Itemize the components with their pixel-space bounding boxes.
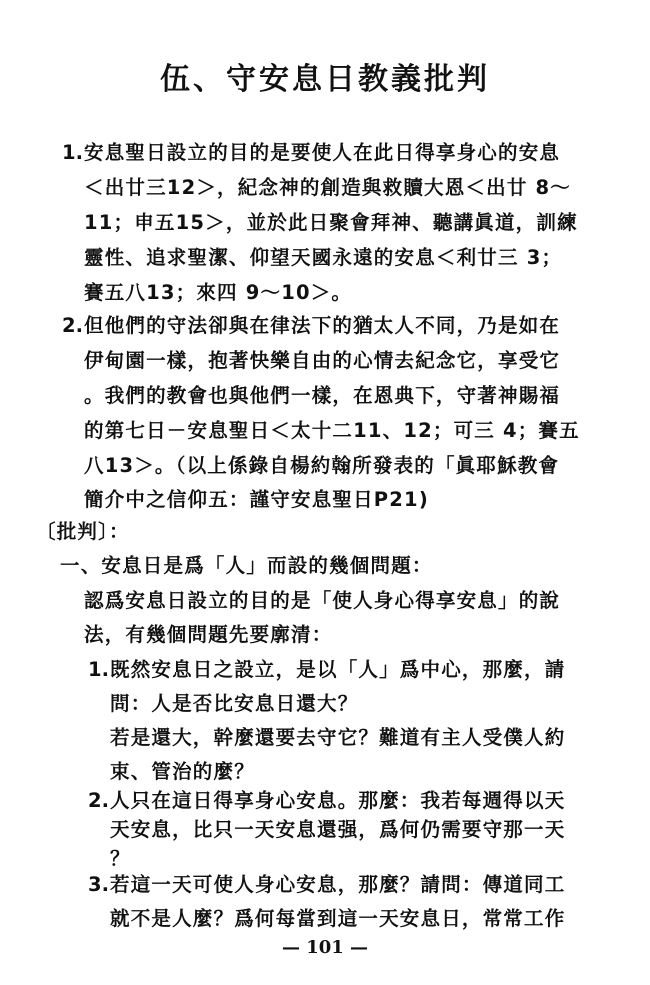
item-1-line-4: 靈性、追求聖潔、仰望天國永遠的安息＜利廿三 3； <box>84 246 563 269</box>
question-number-3: 3. <box>88 873 109 896</box>
section-one-intro-line-2: 法，有幾個問題先要廓清： <box>84 623 333 646</box>
question-3-line-1: 若這一天可使人身心安息，那麼？請問：傳道同工 <box>110 873 566 896</box>
item-2-line-6: 簡介中之信仰五：謹守安息聖日P21) <box>84 488 429 511</box>
question-1-line-1: 既然安息日之設立，是以「人」爲中心，那麼，請 <box>110 658 566 681</box>
item-number-2: 2. <box>62 314 83 337</box>
chapter-title: 伍、守安息日教義批判 <box>160 62 490 97</box>
item-2-line-4: 的第七日－安息聖日＜太十二11、12；可三 4；賽五 <box>84 419 580 442</box>
item-1-line-5: 賽五八13；來四 9～10＞。 <box>84 281 353 304</box>
question-number-1: 1. <box>88 658 109 681</box>
question-2-line-2: 天安息，比只一天安息還强，爲何仍需要守那一天 <box>110 818 566 841</box>
question-1-line-3: 若是還大，幹麼還要去守它？難道有主人受僕人約 <box>110 726 566 749</box>
item-2-line-1: 但他們的守法卻與在律法下的猶太人不同，乃是如在 <box>84 314 561 337</box>
question-2-line-1: 人只在這日得享身心安息。那麼：我若每週得以天 <box>110 789 566 812</box>
question-2-line-3: ？ <box>110 847 131 870</box>
item-1-line-1: 安息聖日設立的目的是要使人在此日得享身心的安息 <box>84 141 561 164</box>
item-2-line-5: 八13＞。（以上係錄自楊約翰所發表的「眞耶穌教會 <box>84 454 560 477</box>
section-one-heading: 一、安息日是爲「人」而設的幾個問題： <box>60 554 433 577</box>
item-2-line-3: 。我們的教會也與他們一樣，在恩典下，守著神賜福 <box>84 384 561 407</box>
section-one-intro-line-1: 認爲安息日設立的目的是「使人身心得享安息」的說 <box>84 589 561 612</box>
item-2-line-2: 伊甸園一樣，抱著快樂自由的心情去紀念它，享受它 <box>84 349 561 372</box>
item-1-line-2: ＜出廿三12＞，紀念神的創造與救贖大恩＜出廿 8～ <box>84 176 571 199</box>
item-number-1: 1. <box>62 141 83 164</box>
item-1-line-3: 11；申五15＞，並於此日聚會拜神、聽講眞道，訓練 <box>84 211 578 234</box>
question-number-2: 2. <box>88 789 109 812</box>
question-1-line-2: 問：人是否比安息日還大？ <box>110 692 359 715</box>
question-1-line-4: 束、管治的麼？ <box>110 760 255 783</box>
page-number: — 101 — <box>281 937 369 958</box>
critique-label: 〔批判〕： <box>36 520 130 543</box>
question-3-line-2: 就不是人麼？爲何每當到這一天安息日，常常工作 <box>110 907 566 930</box>
